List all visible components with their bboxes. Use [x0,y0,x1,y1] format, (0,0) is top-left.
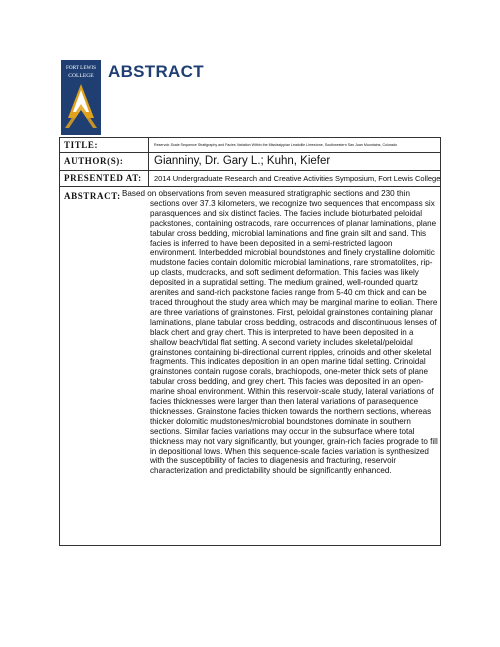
title-value: Reservoir-Scale Sequence Stratigraphy and Facies Variation Within the Mississippian Leadville Limestone, Southwestern San Juan Mountains, Colorado [154,143,398,147]
svg-text:COLLEGE: COLLEGE [68,73,94,79]
presented-label: PRESENTED AT: [60,171,149,186]
authors-label: AUTHOR(S): [60,153,149,170]
svg-text:FORT LEWIS: FORT LEWIS [66,65,96,71]
abstract-form [59,137,441,546]
title-label: TITLE: [60,138,149,152]
authors-row [60,153,440,171]
presented-value: 2014 Undergraduate Research and Creative Activities Symposium, Fort Lewis College [154,174,441,183]
page-title: ABSTRACT [108,62,204,81]
fort-lewis-college-logo [61,60,101,135]
presented-row [60,171,440,187]
abstract-label: ABSTRACT: [64,191,121,201]
authors-value: Gianniny, Dr. Gary L.; Kuhn, Kiefer [154,155,331,167]
title-row [60,138,440,153]
college-logo-icon [61,60,101,135]
abstract-text: Based on observations from seven measured stratigraphic sections and 230 thin sections over 37.3 kilometers, we recognize two sequences that encompass six parasquences and six distinct facies. The facies include bioturbated peloidal packstones, containing ostracods, rare occurrences of planar laminations, plane tabular cross bedding, microbial laminations and fine grain silt and sand. This facies is inferred to have been deposited in a semi-restricted lagoon environment. Interbedded microbial boundstones and finely crystalline dolomitic mudstone facies contain dolomitic microbial laminations, rare stromatolites, rip-up clasts, mudcracks, and soft sediment deformation. This facies was likely deposited in a supratidal setting. The medium grained, well-rounded quartz arenites and sand-rich packstone facies range from 5-40 cm thick and can be traced throughout the study area which may be marginal marine to eolian. There are three variations of grainstones. First, peloidal grainstones containing planar laminations, plane tabular cross bedding, ostracods and discontinuous lenses of black chert and gray chert. This is interpreted to have been deposited in a shallow beach/tidal flat setting. A second variety includes skeletal/peloidal grainstones containing bi-directional current ripples, crinoids and other skeletal fragments. This indicates deposition in an open marine tidal setting. Crinoidal grainstones contain rugose corals, brachiopods, one-meter thick sets of plane tabular cross bedding, and grey chert. This facies was deposited in an open-marine shoal environment. Within this reservoir-scale study, lateral variations of facies thicknesses were larger than then lateral variations of parasequence thicknesses. Grainstone facies thicken towards the northern sections, whereas thicker dolomitic mudstones/microbial boundstones dominate in southern sections. Similar facies variations may occur in the subsurface where total thickness may not vary significantly, but younger, grain-rich facies prograde to fill in depositional lows. When this sequence-scale facies variation is synthesized with the susceptibility of facies to diagenesis and fracturing, reservoir characterization and predictability should be significantly enhanced. [122,189,438,476]
